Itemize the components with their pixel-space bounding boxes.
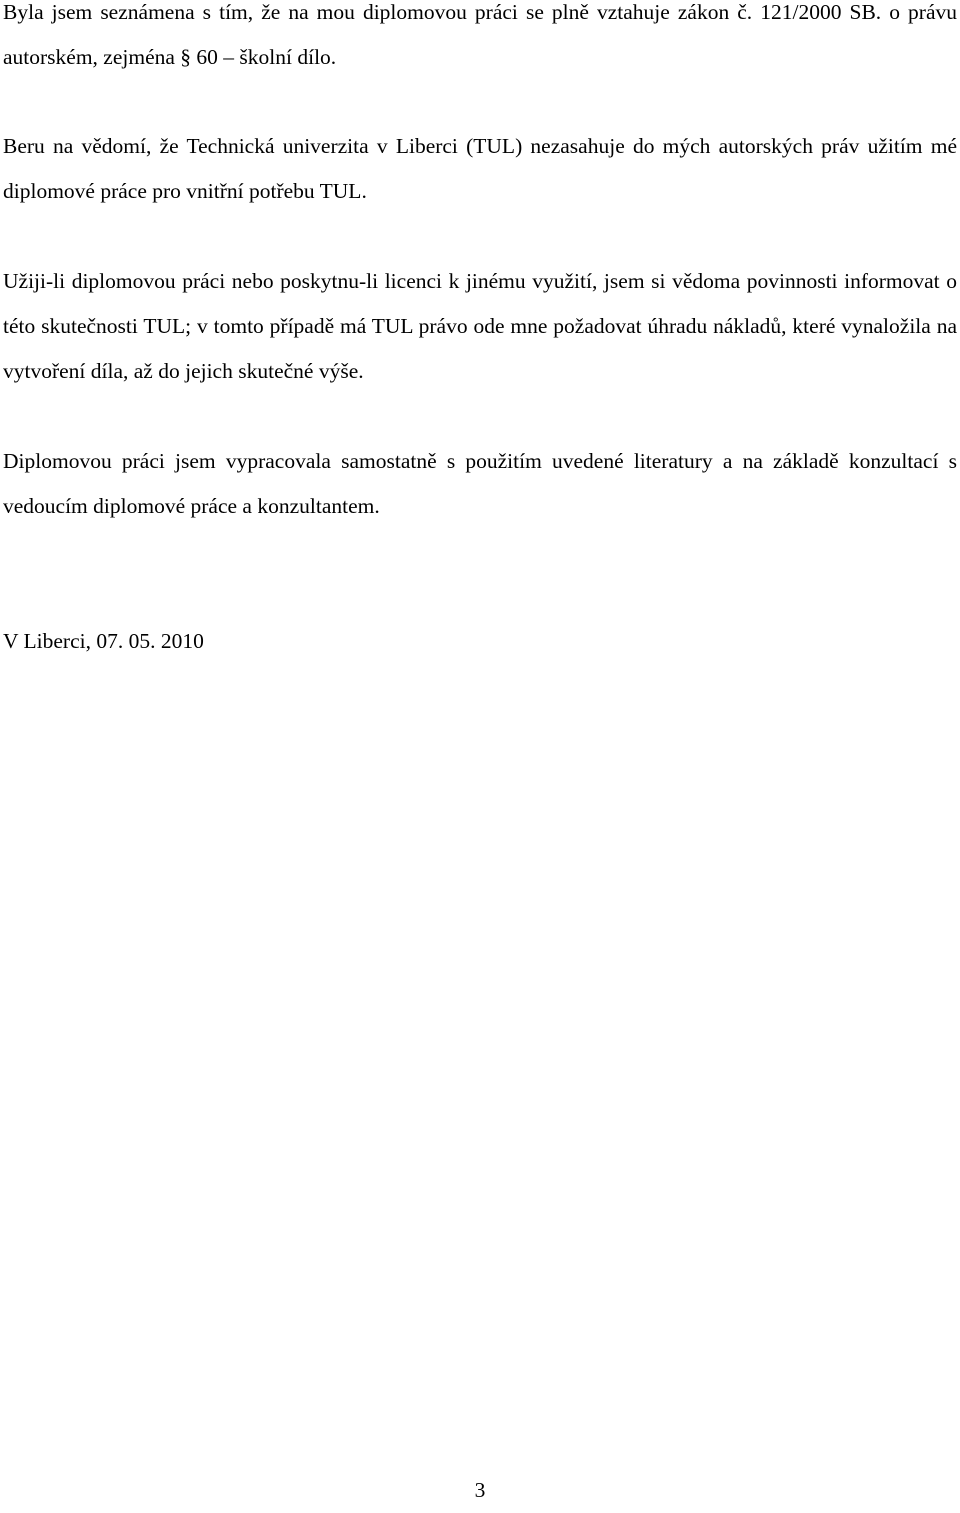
place-and-date: V Liberci, 07. 05. 2010 <box>3 629 204 653</box>
page-number: 3 <box>474 1478 486 1502</box>
university-rights-paragraph: Beru na vědomí, že Technická univerzita v Liberci (TUL) nezasahuje do mých autorských práv užitím mé diplomové práce pro vnitřní potřebu TUL. <box>3 134 957 203</box>
independent-work-paragraph: Diplomovou práci jsem vypracovala samostatně s použitím uvedené literatury a na základě konzultací s vedoucím diplomové práce a konzultantem. <box>3 449 957 518</box>
license-obligation-paragraph: Užiji-li diplomovou práci nebo poskytnu-li licenci k jinému využití, jsem si vědoma povinnosti informovat o této skutečnosti TUL; v tomto případě má TUL právo ode mne požadovat úhradu nákladů, které vynaložila na vytvoření díla, až do jejich skutečné výše. <box>3 269 957 383</box>
copyright-law-paragraph: Byla jsem seznámena s tím, že na mou diplomovou práci se plně vztahuje zákon č. 121/2000 SB. o právu autorském, zejména § 60 – školní dílo. <box>3 0 957 69</box>
